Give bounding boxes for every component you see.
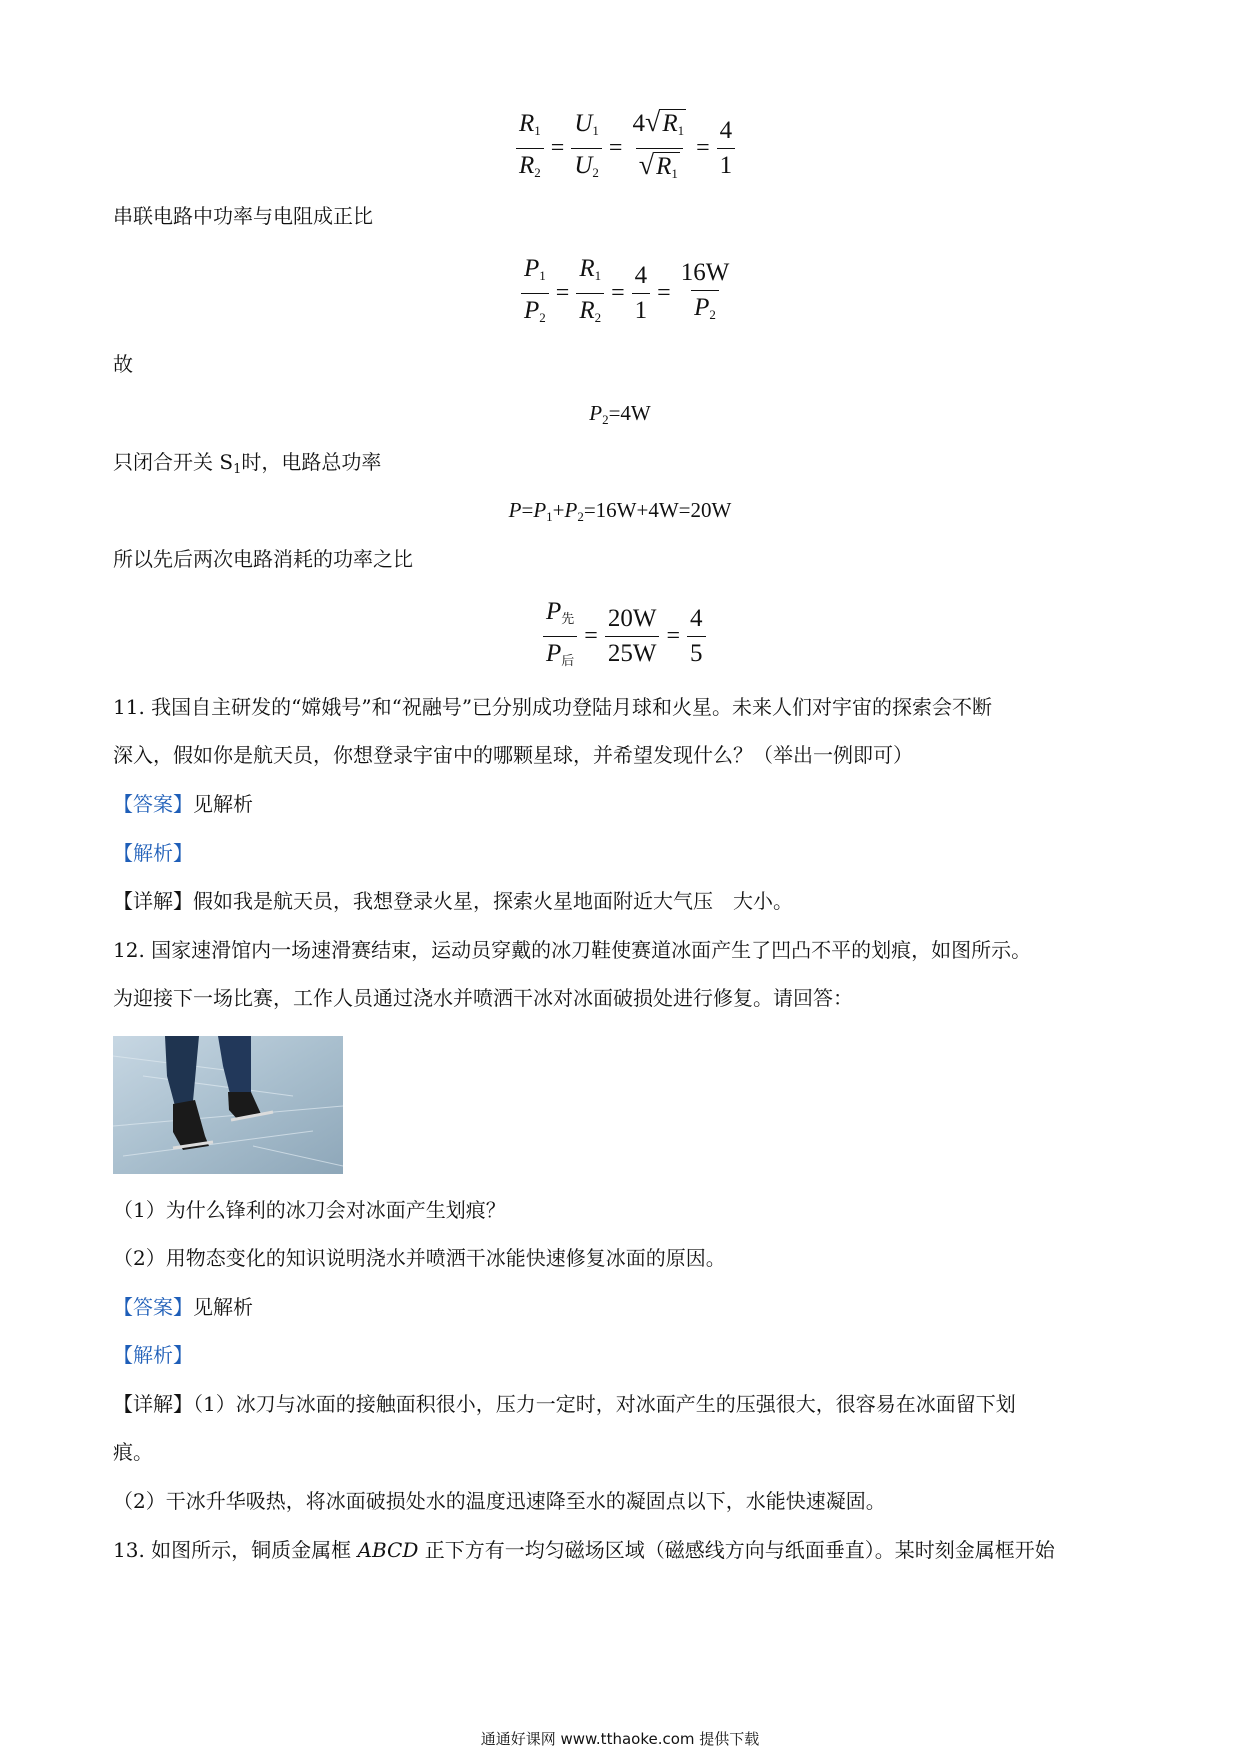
text-line: 故 xyxy=(113,352,133,376)
fraction: $\frac{U_1}{U_2}$ xyxy=(571,109,602,188)
analysis-line xyxy=(113,1341,193,1369)
equation-resistance-ratio: $\frac{R_1}{R_2}$ = $\frac{U_1}{U_2}$ = $\frac{4√R_1}{√R_1}$ = $\frac{4}{1}$ xyxy=(512,108,739,189)
answer-line: 【答案】见解析 xyxy=(113,1295,253,1319)
footer: 通通好课网 www.tthaoke.com 提供下载 xyxy=(480,1730,760,1748)
fraction: $\frac{4}{1}$ xyxy=(717,116,736,181)
detail-tag: 【详解】 xyxy=(113,889,193,913)
answer-tag: 【答案】 xyxy=(113,1295,193,1319)
equation-p2: $P_2=4W$ xyxy=(589,401,651,427)
answer-tag: 【答案】 xyxy=(113,792,193,816)
fraction: $\frac{P_先}{P_后}$ xyxy=(543,597,577,676)
fraction: $\frac{P_1}{P_2}$ xyxy=(521,254,549,333)
detail-line: 【详解】（1）冰刀与冰面的接触面积很小，压力一定时，对冰面产生的压强很大，很容易在冰面留下划 xyxy=(113,1392,1016,1416)
fraction: $\frac{20W}{25W}$ xyxy=(605,604,660,669)
equation-total-power: $P=P_1+P_2=16W+4W=20W$ xyxy=(508,498,732,524)
question-13-text: 13. 如图所示，铜质金属框 ABCD 正下方有一均匀磁场区域（磁感线方向与纸面垂直）。某时刻金属框开始 xyxy=(113,1538,1055,1562)
text-line: 串联电路中功率与电阻成正比 xyxy=(113,204,373,228)
fraction: $\frac{4}{5}$ xyxy=(687,604,706,669)
detail-line: （2）干冰升华吸热，将冰面破损处水的温度迅速降至水的凝固点以下，水能快速凝固。 xyxy=(113,1489,886,1513)
equation-power-ratio: $\frac{P_1}{P_2}$ = $\frac{R_1}{R_2}$ = $\frac{4}{1}$ = $\frac{16W}{P_2}$ xyxy=(517,254,736,333)
analysis-tag: 【解析】 xyxy=(113,1343,193,1367)
fraction: $\frac{16W}{P_2}$ xyxy=(678,258,733,330)
analysis-tag: 【解析】 xyxy=(113,841,193,865)
skater-ice-photo xyxy=(113,1036,343,1174)
equation-power-compare: $\frac{P_先}{P_后}$ = $\frac{20W}{25W}$ = $\frac{4}{5}$ xyxy=(539,597,710,676)
answer-line: 【答案】见解析 xyxy=(113,792,253,816)
text-line: 所以先后两次电路消耗的功率之比 xyxy=(113,547,413,571)
detail-line: 痕。 xyxy=(113,1440,153,1464)
question-11-text: 11. 我国自主研发的“嫦娥号”和“祝融号”已分别成功登陆月球和火星。未来人们对宇宙的探索会不断 xyxy=(113,695,993,719)
text-line: 只闭合开关 $S_1$时，电路总功率 xyxy=(113,450,382,477)
fraction: $\frac{4}{1}$ xyxy=(632,261,651,326)
sub-question-1: （1）为什么锋利的冰刀会对冰面产生划痕？ xyxy=(113,1198,506,1222)
sub-question-2: （2）用物态变化的知识说明浇水并喷洒干冰能快速修复冰面的原因。 xyxy=(113,1246,726,1270)
detail-line: 【详解】假如我是航天员，我想登录火星，探索火星地面附近大气压 大小。 xyxy=(113,889,793,913)
question-11-text: 深入，假如你是航天员，你想登录宇宙中的哪颗星球，并希望发现什么？（举出一例即可） xyxy=(113,743,913,767)
fraction: $\frac{4√R_1}{√R_1}$ xyxy=(629,108,689,189)
fraction: $\frac{R_1}{R_2}$ xyxy=(516,109,544,188)
question-12-text: 为迎接下一场比赛，工作人员通过浇水并喷洒干冰对冰面破损处进行修复。请回答： xyxy=(113,986,853,1010)
fraction: $\frac{R_1}{R_2}$ xyxy=(576,254,604,333)
question-12-text: 12. 国家速滑馆内一场速滑赛结束，运动员穿戴的冰刀鞋使赛道冰面产生了凹凸不平的划痕，如图所示。 xyxy=(113,938,1032,962)
detail-tag: 【详解】 xyxy=(113,1392,193,1416)
analysis-line xyxy=(113,839,193,867)
